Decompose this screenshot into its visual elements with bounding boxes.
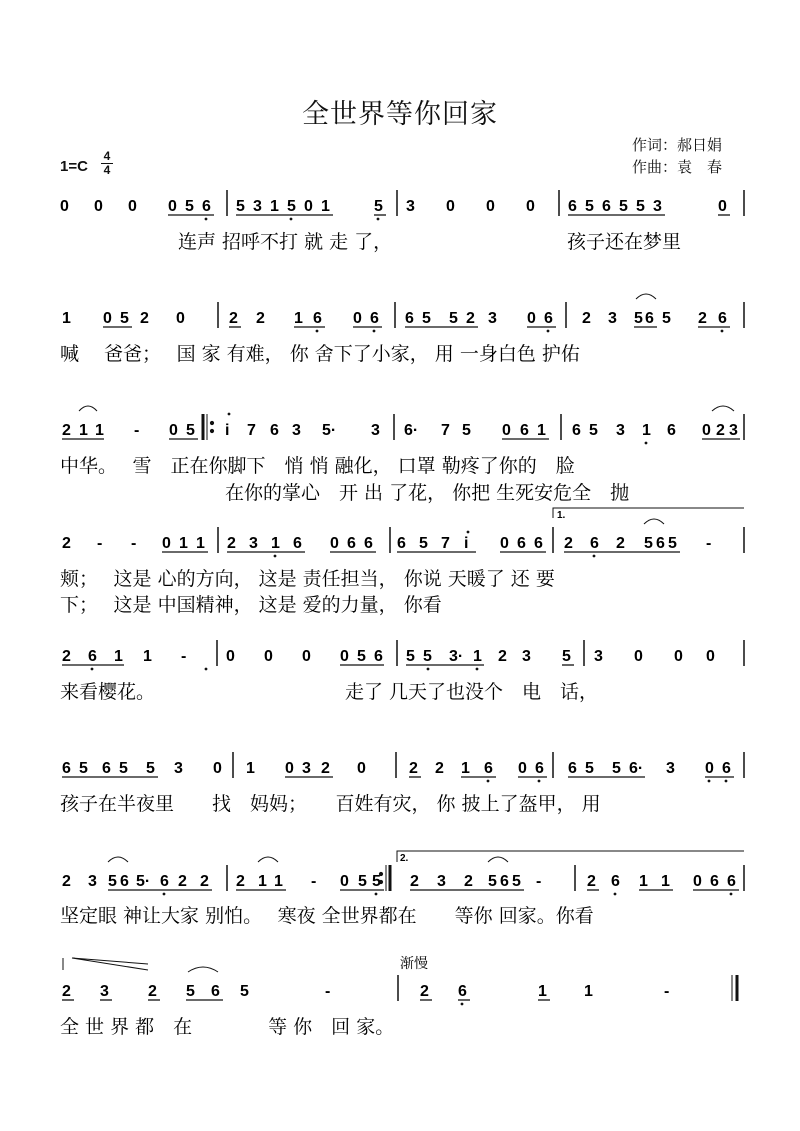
note: 0 <box>527 310 536 327</box>
note: 5 <box>358 873 367 890</box>
note: 1 <box>114 648 123 665</box>
note: 3 <box>249 535 258 552</box>
note: 6 <box>160 873 169 890</box>
note: 3 <box>406 198 415 215</box>
note: 2 <box>582 310 591 327</box>
system-6-lyrics <box>60 793 601 815</box>
lyric-line: 中华。 雪 正在你脚下 悄 悄 融化， 口罩 勒疼了你的 脸 <box>60 455 575 477</box>
note: 0 <box>674 648 683 665</box>
note: 6 <box>710 873 719 890</box>
note: 6 <box>718 310 727 327</box>
note: 6 <box>572 422 581 439</box>
note: 1 <box>321 198 330 215</box>
note: 2 <box>227 535 236 552</box>
note: 0 <box>353 310 362 327</box>
note: 2 <box>587 873 596 890</box>
note: 3 <box>729 422 738 439</box>
note: 2 <box>716 422 725 439</box>
note: 6 <box>517 535 526 552</box>
note: 5 <box>185 198 194 215</box>
note: 6 <box>544 310 553 327</box>
note: 2 <box>420 983 429 1000</box>
system-8-notes <box>62 983 669 1000</box>
note: - <box>181 648 187 665</box>
note: i <box>464 535 469 552</box>
system-4-notes <box>62 535 711 552</box>
note: 1 <box>294 310 303 327</box>
note: 3· <box>449 648 464 665</box>
note: 6 <box>211 983 220 1000</box>
note: 2 <box>236 873 245 890</box>
note: 5 <box>422 310 431 327</box>
note: 6 <box>202 198 211 215</box>
note: 1 <box>271 535 280 552</box>
composer-credit: 作曲：袁 春 <box>632 158 723 176</box>
note: 3 <box>253 198 262 215</box>
note: 5 <box>240 983 249 1000</box>
note: 6 <box>520 422 529 439</box>
note: 6 <box>397 535 406 552</box>
note: 6 <box>374 648 383 665</box>
note: 0 <box>168 198 177 215</box>
tempo-marking: 渐慢 <box>400 956 428 972</box>
note: 7 <box>247 422 256 439</box>
note: 2 <box>698 310 707 327</box>
note: 5 <box>423 648 432 665</box>
note: 3 <box>100 983 109 1000</box>
note: 2 <box>410 873 419 890</box>
note: 2 <box>62 535 71 552</box>
note: - <box>97 535 103 552</box>
note: 0 <box>340 648 349 665</box>
note: 0 <box>213 760 222 777</box>
system-1-lyrics <box>178 231 681 253</box>
note: 3 <box>666 760 675 777</box>
note: 1 <box>537 422 546 439</box>
note: 3 <box>292 422 301 439</box>
note: 3 <box>174 760 183 777</box>
note: 6 <box>535 760 544 777</box>
note: - <box>664 983 670 1000</box>
note: 5 <box>374 198 383 215</box>
note: 3 <box>608 310 617 327</box>
note: 5 <box>619 198 628 215</box>
lyricist-credit: 作词：郝日娟 <box>632 136 723 154</box>
lyric-line: 颊； 这是 心的方向， 这是 责任担当， 你说 天暖了 还 要 <box>60 568 555 590</box>
note: 2 <box>409 760 418 777</box>
note: 6· <box>629 760 644 777</box>
note: 3 <box>371 422 380 439</box>
slurs <box>79 294 734 972</box>
lyric-line: 在你的掌心 开 出 了花， 你把 生死安危全 抛 <box>225 482 630 504</box>
note: 0 <box>60 198 69 215</box>
note: 1 <box>246 760 255 777</box>
note: 5 <box>612 760 621 777</box>
note: 2 <box>464 873 473 890</box>
note: 0 <box>634 648 643 665</box>
note: 3 <box>437 873 446 890</box>
note: 0 <box>486 198 495 215</box>
key-signature: 1=C <box>60 158 88 175</box>
song-title: 全世界等你回家 <box>302 99 498 130</box>
note: 5 <box>372 873 381 890</box>
note: 0 <box>226 648 235 665</box>
note: 0 <box>302 648 311 665</box>
system-2-lyrics <box>60 343 580 365</box>
note: 1 <box>179 535 188 552</box>
system-3-lyrics <box>60 455 629 504</box>
system-7-notes <box>62 873 736 890</box>
note: 6 <box>347 535 356 552</box>
note: 6 <box>611 873 620 890</box>
note: 5 <box>462 422 471 439</box>
lyric-line: 来看樱花。 <box>60 681 156 703</box>
note: 1 <box>270 198 279 215</box>
note: 5 <box>589 422 598 439</box>
note: 6 <box>645 310 654 327</box>
note: 5 <box>449 310 458 327</box>
note: 0 <box>446 198 455 215</box>
note: 2 <box>178 873 187 890</box>
note: 1 <box>473 648 482 665</box>
note: 6 <box>484 760 493 777</box>
note: 2 <box>140 310 149 327</box>
note: 6 <box>458 983 467 1000</box>
note: 5 <box>419 535 428 552</box>
note: 1 <box>79 422 88 439</box>
note: 3 <box>488 310 497 327</box>
note: 5 <box>120 310 129 327</box>
note: 5· <box>136 873 151 890</box>
note: 3 <box>302 760 311 777</box>
lyric-line: 连声 招呼不打 就 走 了， <box>178 231 393 253</box>
system-8-lyrics <box>60 1016 394 1038</box>
note: 5 <box>357 648 366 665</box>
note: 5 <box>186 983 195 1000</box>
note: 5 <box>512 873 521 890</box>
note: 5 <box>668 535 677 552</box>
meter-denominator: 4 <box>103 163 111 177</box>
system-5-notes <box>62 648 715 665</box>
note: 0 <box>706 648 715 665</box>
note: 6 <box>62 760 71 777</box>
note: 1 <box>196 535 205 552</box>
note: 0 <box>526 198 535 215</box>
system-5-lyrics <box>60 681 598 703</box>
system-3-notes <box>62 422 738 439</box>
note: 0 <box>718 198 727 215</box>
note: 6 <box>568 760 577 777</box>
note: 5· <box>322 422 337 439</box>
note: 2 <box>498 648 507 665</box>
note: 6 <box>313 310 322 327</box>
note: 5 <box>636 198 645 215</box>
note: 0 <box>330 535 339 552</box>
note: 1 <box>661 873 670 890</box>
note: 5 <box>119 760 128 777</box>
note: 6 <box>500 873 509 890</box>
note: 0 <box>103 310 112 327</box>
note: 5 <box>146 760 155 777</box>
note: 5 <box>662 310 671 327</box>
note: 2 <box>564 535 573 552</box>
note: 6 <box>656 535 665 552</box>
note: 2 <box>62 873 71 890</box>
lyric-line: 走了 几天了也没个 电 话， <box>345 681 599 703</box>
note: 5 <box>186 422 195 439</box>
note: 3 <box>88 873 97 890</box>
note: 7 <box>441 422 450 439</box>
decrescendo-hairpin <box>63 958 148 970</box>
note: 0 <box>340 873 349 890</box>
note: 6 <box>120 873 129 890</box>
meter-numerator: 4 <box>101 150 113 164</box>
note: 3 <box>653 198 662 215</box>
note: 5 <box>79 760 88 777</box>
note: i <box>225 422 230 439</box>
note: 6 <box>568 198 577 215</box>
note: 1 <box>143 648 152 665</box>
lyric-line: 孩子还在梦里 <box>567 231 682 253</box>
note: 6 <box>590 535 599 552</box>
note: 0 <box>702 422 711 439</box>
system-1-notes <box>60 198 727 215</box>
note: 2 <box>62 422 71 439</box>
note: 6 <box>405 310 414 327</box>
volta-1-label: 1. <box>557 510 566 521</box>
note: 6 <box>534 535 543 552</box>
lyric-line: 全 世 界 都 在 等 你 回 家。 <box>60 1016 395 1038</box>
note: - <box>706 535 712 552</box>
note: 6· <box>404 422 419 439</box>
note: 1 <box>639 873 648 890</box>
note: 2 <box>435 760 444 777</box>
note: 0 <box>169 422 178 439</box>
note: 0 <box>285 760 294 777</box>
note: 2 <box>148 983 157 1000</box>
lyric-line: 孩子在半夜里 找 妈妈； 百姓有灾， 你 披上了盔甲， 用 <box>60 793 601 815</box>
note: 0 <box>705 760 714 777</box>
note: 1 <box>95 422 104 439</box>
lyric-line: 下； 这是 中国精神， 这是 爱的力量， 你看 <box>60 594 442 616</box>
note: 0 <box>176 310 185 327</box>
note: 1 <box>584 983 593 1000</box>
note: 5 <box>488 873 497 890</box>
note: 5 <box>406 648 415 665</box>
note: - <box>311 873 317 890</box>
note: 1 <box>538 983 547 1000</box>
note: 6 <box>270 422 279 439</box>
note: 6 <box>88 648 97 665</box>
note: 1 <box>461 760 470 777</box>
note: 1 <box>274 873 283 890</box>
note: 0 <box>94 198 103 215</box>
note: 6 <box>602 198 611 215</box>
note: 6 <box>293 535 302 552</box>
note: 6 <box>364 535 373 552</box>
note: 1 <box>62 310 71 327</box>
note: 1 <box>642 422 651 439</box>
note: 2 <box>321 760 330 777</box>
note: 2 <box>466 310 475 327</box>
note: 0 <box>693 873 702 890</box>
note: 0 <box>264 648 273 665</box>
note: 5 <box>634 310 643 327</box>
note: 0 <box>502 422 511 439</box>
note: 6 <box>727 873 736 890</box>
note: 1 <box>258 873 267 890</box>
note: 5 <box>287 198 296 215</box>
note: 0 <box>500 535 509 552</box>
note: 6 <box>102 760 111 777</box>
note: 2 <box>62 648 71 665</box>
note: 2 <box>62 983 71 1000</box>
note: - <box>131 535 137 552</box>
note: 2 <box>200 873 209 890</box>
note: 3 <box>616 422 625 439</box>
note: 3 <box>522 648 531 665</box>
lyric-line: 坚定眼 神让大家 别怕。 寒夜 全世界都在 等你 回家。你看 <box>60 905 594 927</box>
note: 6 <box>722 760 731 777</box>
note: 5 <box>562 648 571 665</box>
note: 2 <box>616 535 625 552</box>
note: 0 <box>304 198 313 215</box>
note: 0 <box>162 535 171 552</box>
volta-2-label: 2. <box>400 853 409 864</box>
note: - <box>325 983 331 1000</box>
note: 3 <box>594 648 603 665</box>
note: 6 <box>667 422 676 439</box>
note: 0 <box>518 760 527 777</box>
note: 5 <box>644 535 653 552</box>
note: 2 <box>256 310 265 327</box>
note: 0 <box>128 198 137 215</box>
note: 2 <box>229 310 238 327</box>
note: 5 <box>585 198 594 215</box>
note: 0 <box>357 760 366 777</box>
note: 6 <box>370 310 379 327</box>
note: 5 <box>585 760 594 777</box>
lyric-line: 喊 爸爸； 国 家 有难， 你 舍下了小家， 用 一身白色 护佑 <box>60 343 580 365</box>
note: - <box>134 422 140 439</box>
note: 5 <box>236 198 245 215</box>
note: 7 <box>441 535 450 552</box>
note: - <box>536 873 542 890</box>
note: 5 <box>108 873 117 890</box>
system-4-lyrics <box>60 568 555 616</box>
system-7-lyrics <box>60 905 594 927</box>
